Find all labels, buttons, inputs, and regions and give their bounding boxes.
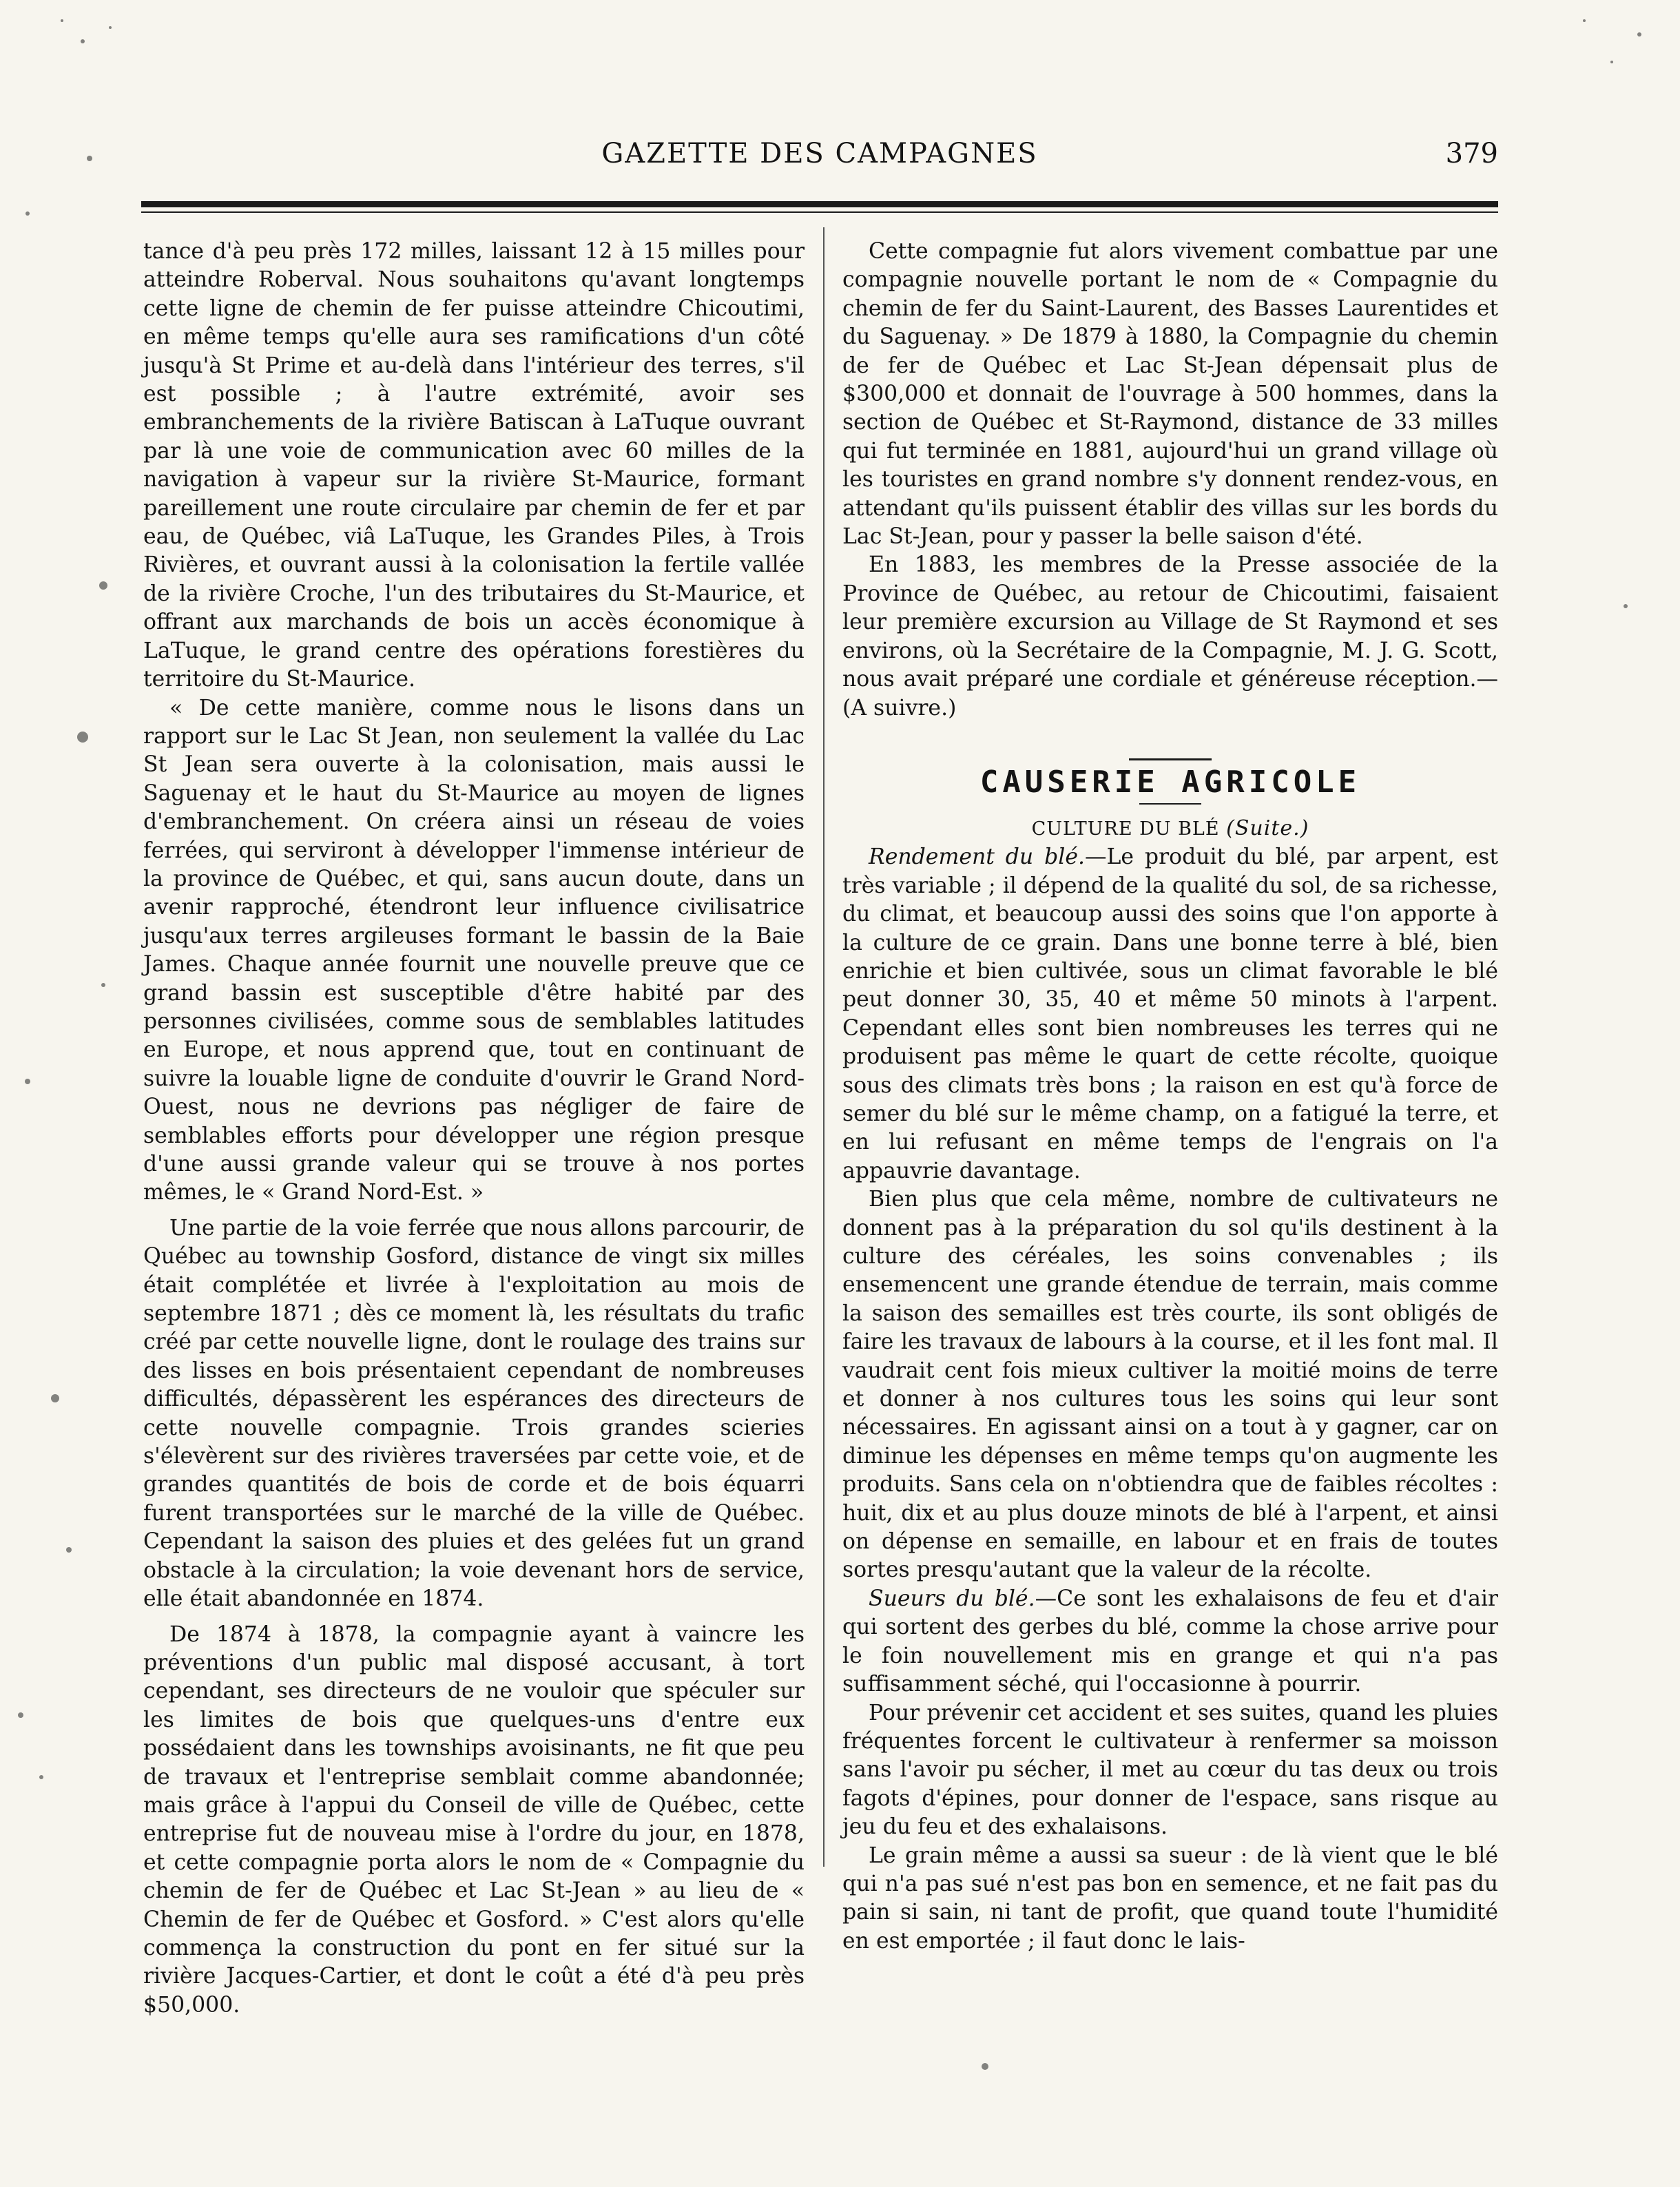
left-column <box>143 238 805 2020</box>
paragraph: Le grain même a aussi sa sueur : de là vient que le blé qui n'a pas sué n'est pas bon en semence, et ne fait pas du pain si sain, ni tant de profit, que quand toute l'humidité en est emportée ; il faut donc le lais- <box>842 1843 1498 1953</box>
paragraph: Cette compagnie fut alors vivement combattue par une compagnie nouvelle portant le nom de « Compagnie du chemin de fer du Saint-Laurent, des Basses Laurentides et du Saguenay. » De 1879 à 1880, la Compagnie du chemin de fer de Québec et Lac St-Jean dépensait plus de $300,000 et donnait de l'ouvrage à 500 hommes, dans la section de Québec et St-Raymond, distance de 33 milles qui fut terminée en 1881, aujourd'hui un grand village où les touristes en grand nombre s'y donnent rendez-vous, en attendant qu'ils puissent établir des villas sur les bords du Lac St-Jean, pour y passer la belle saison d'été. <box>842 239 1498 550</box>
section-underline <box>1139 803 1201 805</box>
subtitle-continuation: (Suite.) <box>1226 816 1309 840</box>
paragraph <box>842 843 1498 1185</box>
header-rule-thin <box>141 211 1498 213</box>
run-in-heading: Rendement du blé. <box>869 844 1085 870</box>
paragraph: tance d'à peu près 172 milles, laissant 12 à 15 milles pour atteindre Roberval. Nous souhaitons qu'avant longtemps cette ligne de chemin de fer puisse atteindre Chicoutimi, en même temps qu'elle aura ses ramifications d'un côté jusqu'à St Prime et au-delà dans l'intérieur des terres, s'il est possible ; à l'autre extrémité, avoir ses embranchements de la rivière Batiscan à LaTuque ouvrant par là une voie de communication avec 60 milles de la navigation à vapeur sur la rivière St-Maurice, formant pareillement une route circulaire par chemin de fer et par eau, de Québec, viâ LaTuque, les Grandes Piles, à Trois Rivières, et ouvrant aussi à la colonisation la fertile vallée de la rivière Croche, l'un des tributaires du St-Maurice, et offrant aux marchands de bois un accès économique à LaTuque, le grand centre des opérations forestières du territoire du St-Maurice. <box>143 239 805 692</box>
section-title: CAUSERIE AGRICOLE <box>979 764 1361 800</box>
paragraph: De 1874 à 1878, la compagnie ayant à vaincre les préventions d'un public mal disposé accusant, à tort cependant, ses directeurs de ne vouloir que spéculer sur les limites de bois que quelques-uns d'entre eux possédaient dans les townships avoisinants, ne fit que peu de travaux et l'entreprise semblait comme abandonnée; mais grâce à l'appui du Conseil de ville de Québec, cette entreprise fut de nouveau mise à l'ordre du jour, en 1878, et cette compagnie porta alors le nom de « Compagnie du chemin de fer de Québec et Lac St-Jean » au lieu de « Chemin de fer de Québec et Gosford. » C'est alors qu'elle commença la construction du pont en fer situé sur la rivière Jacques-Cartier, et dont le coût a été d'à peu près $50,000. <box>143 1621 805 2018</box>
column-divider <box>823 227 825 1867</box>
paragraph-body: —Ce sont les exhalaisons de feu et d'air qui sortent des gerbes du blé, comme la chose arrive pour le foin nouvellement mis en grange et qui n'a pas suffisamment séché, qui l'occasionne à pourrir. <box>842 1586 1498 1697</box>
run-in-heading: Sueurs du blé. <box>869 1586 1035 1611</box>
paragraph: Bien plus que cela même, nombre de cultivateurs ne donnent pas à la préparation du sol qu'ils destinent à la culture des céréales, les soins convenables ; ils ensemencent une grande étendue de terrain, mais comme la saison des semailles est très courte, ils sont obligés de faire les travaux de labours à la course, et il les font mal. Il vaudrait cent fois mieux cultiver la moitié moins de terre et donner à nos cultures tous les soins qui leur sont nécessaires. En agissant ainsi on a tout à y gagner, car on diminue les dépenses en même temps qu'on augmente les produits. Sans cela on n'obtiendra que de faibles récoltes : huit, dix et au plus douze minots de blé à l'arpent, et ainsi on dépense en semaille, en labour et en frais de toutes sortes presqu'autant que la valeur de la récolte. <box>842 1187 1498 1583</box>
paragraph-body: —Le produit du blé, par arpent, est très variable ; il dépend de la qualité du sol, de sa richesse, du climat, et beaucoup aussi des soins que l'on apporte à la culture de ce grain. Dans une bonne terre à blé, bien enrichie et bien cultivée, sous un climat favorable le blé peut donner 30, 35, 40 et même 50 minots à l'arpent. Cependant elles sont bien nombreuses les terres qui ne produisent pas même le quart de cette récolte, quoique sous des climats très bons ; la raison en est qu'à force de semer du blé sur le même champ, on a fatigué la terre, et en lui refusant en même temps de l'engrais on l'a appauvrie davantage. <box>842 844 1498 1183</box>
running-header <box>141 138 1498 179</box>
paragraph: Une partie de la voie ferrée que nous allons parcourir, de Québec au township Gosford, distance de vingt six milles était complétée et livrée à l'exploitation au mois de septembre 1871 ; dès ce moment là, les résultats du trafic créé par cette nouvelle ligne, dont le roulage des trains sur des lisses en bois présentaient cependant de nombreuses difficultés, dépassèrent les espérances des directeurs de cette nouvelle compagnie. Trois grandes scieries s'élevèrent sur des rivières traversées par cette voie, et de grandes quantités de bois de corde et de bois équarri furent transportées sur le marché de la ville de Québec. Cependant la saison des pluies et des gelées fut un grand obstacle à la circulation; la voie devenant hors de service, elle était abandonnée en 1874. <box>143 1215 805 1612</box>
section-subtitle <box>842 814 1498 843</box>
paragraph <box>842 1585 1498 1699</box>
right-column <box>842 238 1498 1956</box>
subtitle-text: CULTURE DU BLÉ <box>1031 818 1220 840</box>
header-rule-thick <box>141 201 1498 207</box>
publication-title: GAZETTE DES CAMPAGNES <box>601 138 1038 169</box>
page-number: 379 <box>1445 138 1498 169</box>
section-ornament-rule <box>1129 758 1212 760</box>
paragraph: « De cette manière, comme nous le lisons dans un rapport sur le Lac St Jean, non seulement la vallée du Lac St Jean sera ouverte à la colonisation, mais aussi le Saguenay et le haut du St-Maurice au moyen de lignes d'embranchement. On créera ainsi un réseau de voies ferrées, qui serviront à développer l'immense intérieur de la province de Québec, et qui, sans aucun doute, dans un avenir rapproché, étendront leur influence civilisatrice jusqu'aux terres argileuses formant le bassin de la Baie James. Chaque année fournit une nouvelle preuve que ce grand bassin est susceptible d'être habité par des personnes civilisées, comme sous de semblables latitudes en Europe, et nous apprend que, tout en continuant de suivre la louable ligne de conduite d'ouvrir le Grand Nord-Ouest, nous ne devrions pas négliger de faire de semblables efforts pour développer une région presque d'une aussi grande valeur qui se trouve à nos portes mêmes, le « Grand Nord-Est. » <box>143 695 805 1205</box>
paragraph: En 1883, les membres de la Presse associée de la Province de Québec, au retour de Chicoutimi, faisaient leur première excursion au Village de St Raymond et ses environs, où la Secrétaire de la Compagnie, M. J. G. Scott, nous avait préparé une cordiale et généreuse réception.—(A suivre.) <box>842 552 1498 721</box>
paragraph: Pour prévenir cet accident et ses suites, quand les pluies fréquentes forcent le cultivateur à renfermer sa moisson sans l'avoir pu sécher, il met au cœur du tas deux ou trois fagots d'épines, pour donner de l'espace, sans risque au jeu du feu et des exhalaisons. <box>842 1700 1498 1840</box>
